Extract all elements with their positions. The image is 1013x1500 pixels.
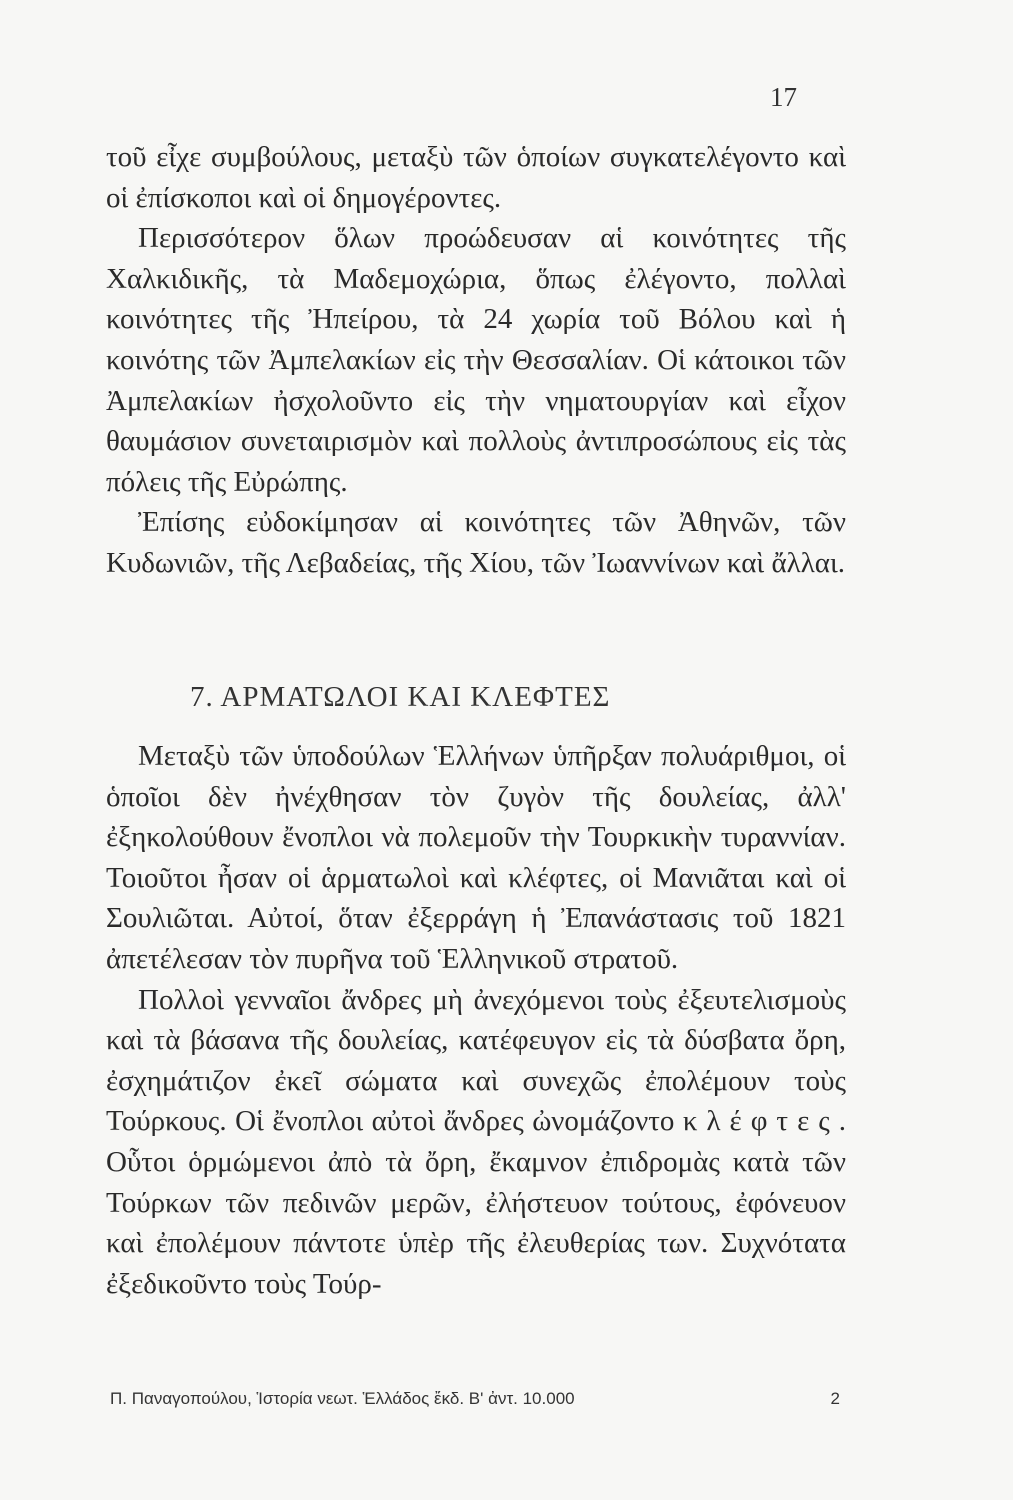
paragraph-klephts-part-1: Πολλοὶ γενναῖοι ἄνδρες μὴ ἀνεχόμενοι τοὺς ἐξευτελισμοὺς καὶ τὰ βάσανα τῆς δουλείας, κατέφευγον εἰς τὰ δύσβατα ὄρη, ἐσχημάτιζον ἐκεῖ σώματα καὶ συνεχῶς ἐπολέμουν τοὺς Τούρκους. Οἱ ἔνοπλοι αὐτοὶ ἄνδρες ὠνομάζοντο bbox=[106, 983, 846, 1138]
paragraph-klephts bbox=[106, 980, 846, 1305]
paragraph-klephts-part-2: . Οὗτοι ὁρμώμενοι ἀπὸ τὰ ὄρη, ἔκαμνον ἐπιδρομὰς κατὰ τῶν Τούρκων τῶν πεδινῶν μερῶν, ἐλήστευον τούτους, ἐφόνευον καὶ ἐπολέμουν πάντοτε ὑπὲρ τῆς ἐλευθερίας των. Συχνότατα ἐξεδικοῦντο τοὺς Τούρ- bbox=[106, 1105, 846, 1300]
footer-signature: 2 bbox=[830, 1389, 840, 1408]
section-text-block bbox=[106, 736, 846, 1304]
spaced-term: κλέφτες bbox=[682, 1105, 839, 1138]
top-text-block bbox=[106, 137, 846, 584]
page-number: 17 bbox=[770, 82, 797, 112]
paragraph-other-communities: Ἐπίσης εὐδοκίμησαν αἱ κοινότητες τῶν Ἀθηνῶν, τῶν Κυδωνιῶν, τῆς Λεβαδείας, τῆς Χίου, τῶν Ἰωαννίνων καὶ ἄλλαι. bbox=[106, 506, 846, 579]
paragraph-continuation: τοῦ εἶχε συμβούλους, μεταξὺ τῶν ὁποίων συγκατελέγοντο καὶ οἱ ἐπίσκοποι καὶ οἱ δημογέροντες. bbox=[106, 141, 846, 214]
footer-text: Π. Παναγοπούλου, Ἱστορία νεωτ. Ἑλλάδος ἔκδ. Β' ἀντ. 10.000 bbox=[110, 1389, 575, 1408]
section-heading: 7. ΑΡΜΑΤΩΛΟΙ ΚΑΙ ΚΛΕΦΤΕΣ bbox=[190, 681, 611, 713]
paragraph-armatoloi: Μεταξὺ τῶν ὑποδούλων Ἑλλήνων ὑπῆρξαν πολυάριθμοι, οἱ ὁποῖοι δὲν ἠνέχθησαν τὸν ζυγὸν τῆς δουλείας, ἀλλ' ἐξηκολούθουν ἔνοπλοι νὰ πολεμοῦν τὴν Τουρκικὴν τυραννίαν. Τοιοῦτοι ἦσαν οἱ ἁρματωλοὶ καὶ κλέφτες, οἱ Μανιᾶται καὶ οἱ Σουλιῶται. Αὐτοί, ὅταν ἐξερράγη ἡ Ἐπανάστασις τοῦ 1821 ἀπετέλεσαν τὸν πυρῆνα τοῦ Ἑλληνικοῦ στρατοῦ. bbox=[106, 740, 846, 975]
paragraph-communities: Περισσότερον ὅλων προώδευσαν αἱ κοινότητες τῆς Χαλκιδικῆς, τὰ Μαδεμοχώρια, ὅπως ἐλέγοντο, πολλαὶ κοινότητες τῆς Ἠπείρου, τὰ 24 χωρία τοῦ Βόλου καὶ ἡ κοινότης τῶν Ἀμπελακίων εἰς τὴν Θεσσαλίαν. Οἱ κάτοικοι τῶν Ἀμπελακίων ἠσχολοῦντο εἰς τὴν νηματουργίαν καὶ εἶχον θαυμάσιον συνεταιρισμὸν καὶ πολλοὺς ἀντιπροσώπους εἰς τὰς πόλεις τῆς Εὐρώπης. bbox=[106, 222, 846, 498]
footer bbox=[110, 1389, 840, 1409]
